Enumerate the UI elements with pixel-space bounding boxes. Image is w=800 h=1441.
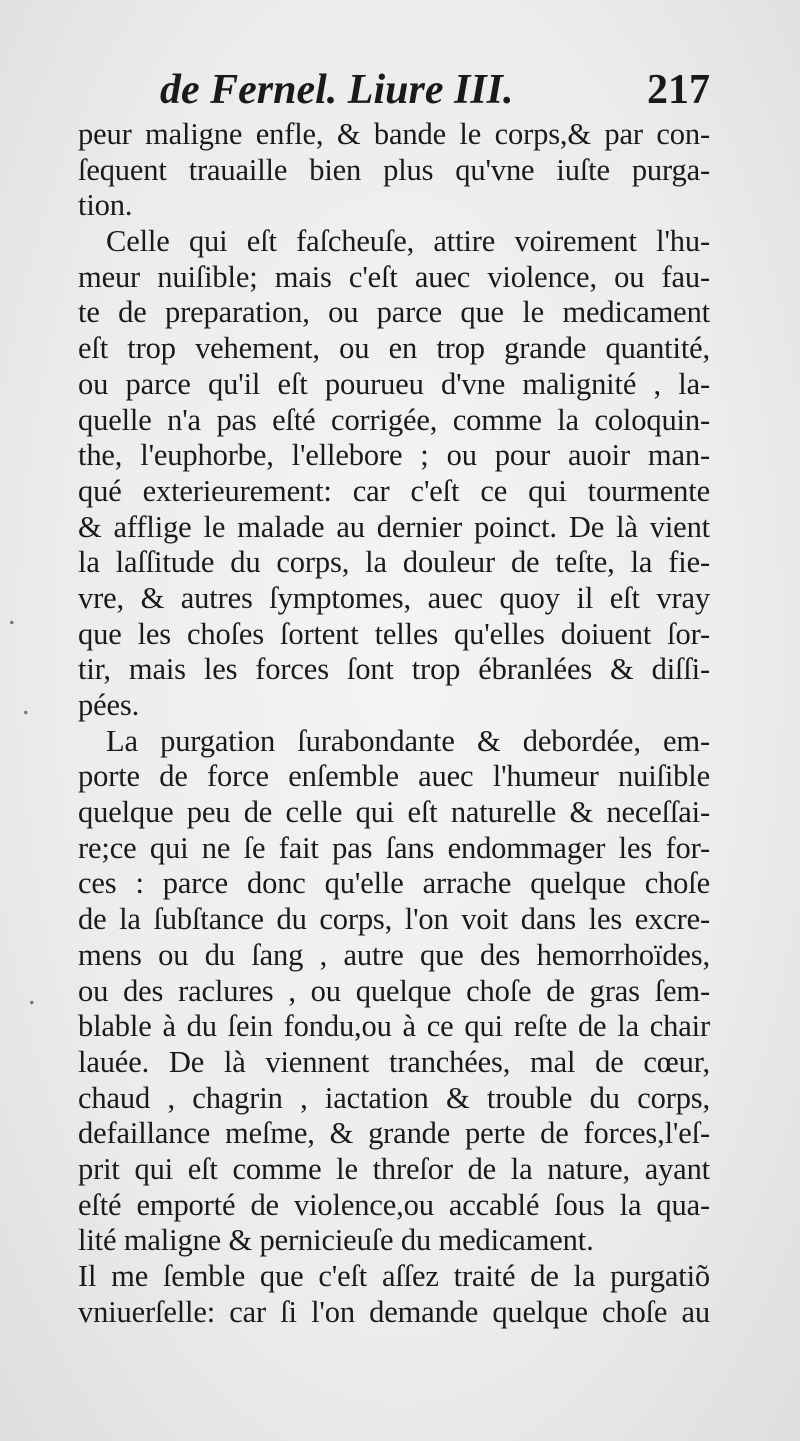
running-title: de Fernel. Liure III. <box>160 67 514 113</box>
text-line: & afflige le malade au dernier poinct. De là vient <box>78 509 710 544</box>
text-line: vniuerſelle: car ſi l'on demande quelque choſe au <box>78 1294 710 1329</box>
text-line: eſt trop vehement, ou en trop grande quantité, <box>78 331 710 366</box>
margin-stray-mark: . <box>22 688 30 721</box>
text-line: ou des raclures , ou quelque choſe de gras ſem- <box>78 973 710 1008</box>
text-line: meur nuiſible; mais c'eſt auec violence, ou fau- <box>78 259 710 294</box>
text-line: quelle n'a pas eſté corrigée, comme la coloquin- <box>78 402 710 437</box>
text-line: de la ſubſtance du corps, l'on voit dans les excre- <box>78 902 710 937</box>
text-line: mens ou du ſang , autre que des hemorrhoïdes, <box>78 937 710 972</box>
paragraph-start-line: Celle qui eſt faſcheuſe, attire voirement l'hu- <box>106 224 710 259</box>
page-number: 217 <box>647 67 710 113</box>
text-line: blable à du ſein fondu,ou à ce qui reſte de la chair <box>78 1009 710 1044</box>
text-line: vre, & autres ſymptomes, auec quoy il eſt vray <box>78 580 710 615</box>
text-line: lité maligne & pernicieuſe du medicament. <box>78 1223 594 1258</box>
text-line: tir, mais les forces ſont trop ébranlées & diſſi- <box>78 652 710 687</box>
text-line: ou parce qu'il eſt pourueu d'vne malignité , la- <box>78 366 710 401</box>
text-line: qué exterieurement: car c'eſt ce qui tourmente <box>78 473 710 508</box>
text-line: lauée. De là viennent tranchées, mal de cœur, <box>78 1044 710 1079</box>
text-line: peur maligne enfle, & bande le corps,& par con- <box>78 117 710 151</box>
margin-stray-mark: . <box>28 978 36 1011</box>
text-line: te de preparation, ou parce que le medicament <box>78 295 710 330</box>
text-line: ces : parce donc qu'elle arrache quelque choſe <box>78 866 710 901</box>
text-line: tion. <box>78 188 133 223</box>
paragraph-start-line: Il me ſemble que c'eſt aſſez traité de la purgatiõ <box>78 1259 710 1293</box>
text-line: la laſſitude du corps, la douleur de teſte, la fie- <box>78 545 710 580</box>
page-header <box>150 62 710 118</box>
text-line: re;ce qui ne ſe fait pas ſans endommager les for- <box>78 830 710 865</box>
text-line: porte de force enſemble auec l'humeur nuiſible <box>78 759 710 794</box>
text-line: ſequent trauaille bien plus qu'vne iuſte purga- <box>78 152 710 187</box>
text-line: chaud , chagrin , iactation & trouble du corps, <box>78 1080 710 1115</box>
paragraph-start-line: La purgation ſurabondante & debordée, em- <box>106 723 710 758</box>
text-line: quelque peu de celle qui eſt naturelle & neceſſai- <box>78 795 710 830</box>
text-line: the, l'euphorbe, l'ellebore ; ou pour auoir man- <box>78 438 710 473</box>
text-line: pées. <box>78 688 140 722</box>
text-line: prit qui eſt comme le threſor de la nature, ayant <box>78 1151 710 1186</box>
text-line: eſté emporté de violence,ou accablé ſous la qua- <box>78 1187 710 1222</box>
text-line: defaillance meſme, & grande perte de forces,l'eſ- <box>78 1116 710 1151</box>
body-text <box>78 117 710 1330</box>
text-line: que les choſes ſortent telles qu'elles doiuent ſor- <box>78 616 710 651</box>
margin-stray-mark: . <box>8 598 16 631</box>
